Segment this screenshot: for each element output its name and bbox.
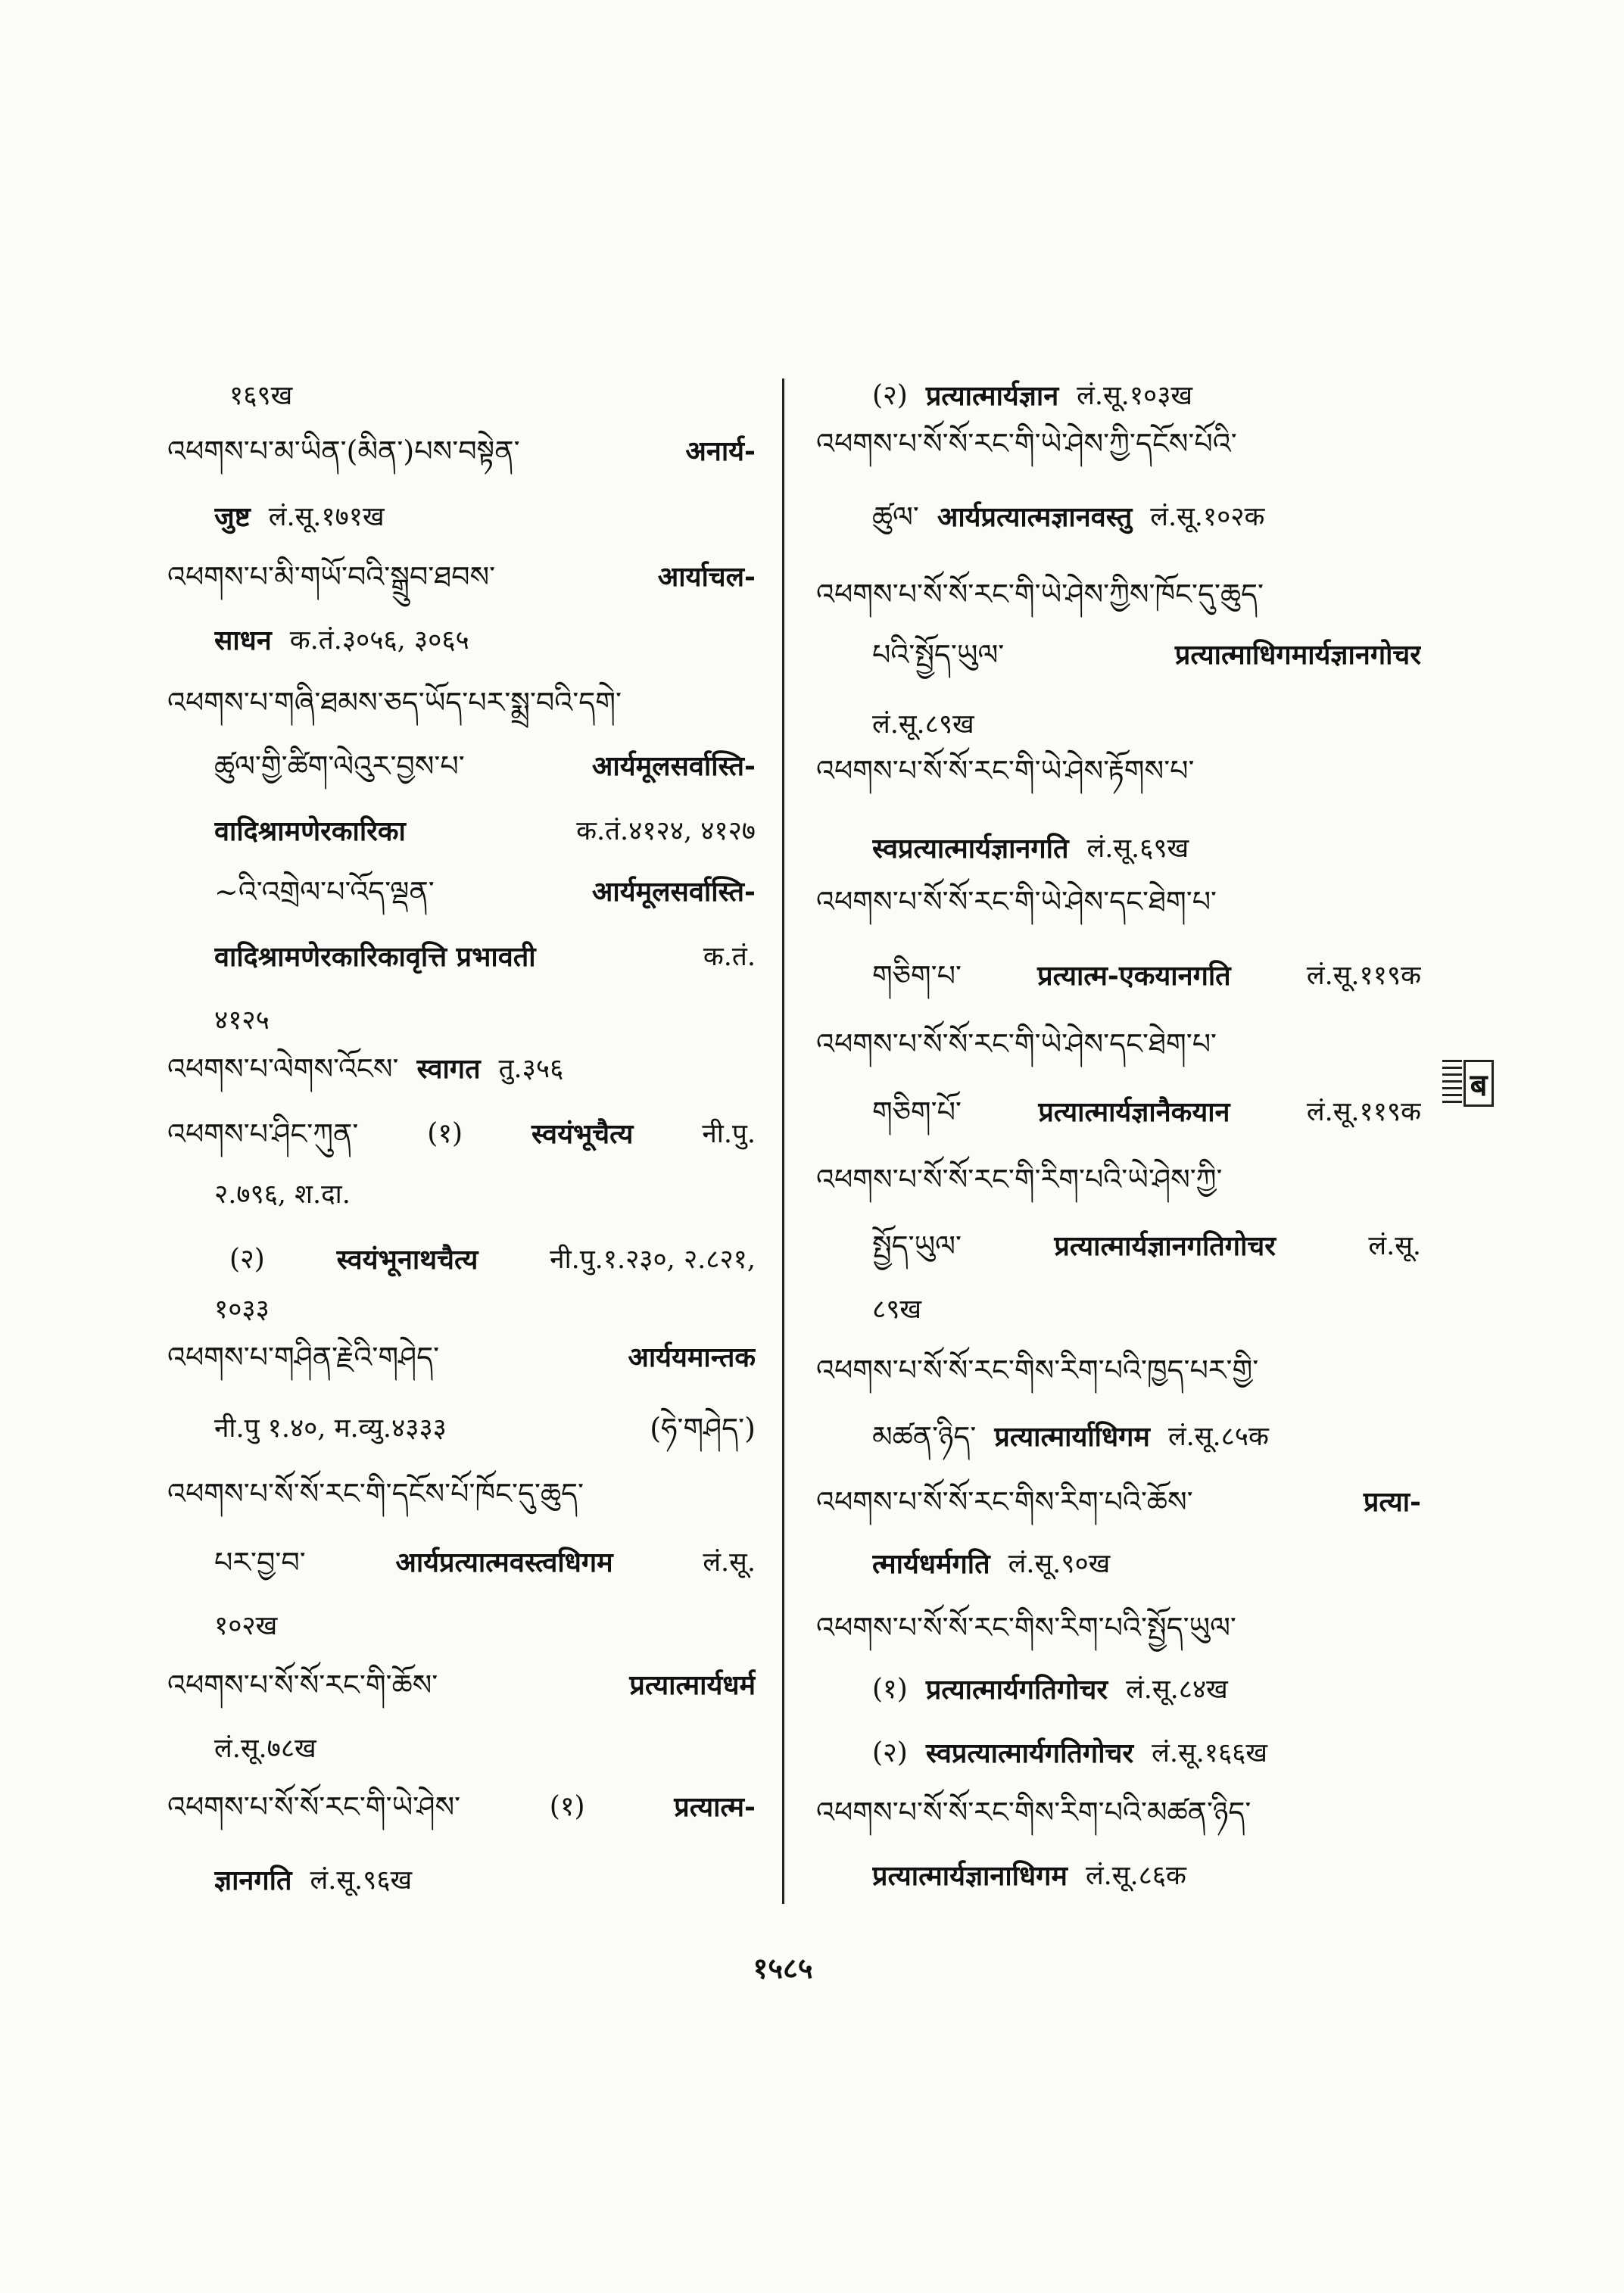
sanskrit-term: साधन [214,625,272,656]
sanskrit-term: आर्याचल- [657,561,756,593]
entry-line [214,736,756,796]
entry-line [872,946,1421,1006]
entry-line [816,1340,1421,1400]
entry-line [872,625,1421,685]
sanskrit-term: आर्यप्रत्यात्मज्ञानवस्तु [937,501,1133,533]
entry-line [872,1279,1421,1340]
tibetan-headword: འཕགས་པ་མི་གཡོ་བའི་སྒྲུབ་ཐབས་ [167,560,496,594]
entry-line [167,672,756,733]
sanskrit-term: आर्ययमान्तक [628,1341,756,1373]
thumb-index-lines [1442,1060,1462,1107]
sense-number: (१) [872,1674,908,1705]
entry-line [872,1216,1421,1276]
entry-line [214,1532,756,1593]
page-number: १५८५ [753,1951,813,1985]
reference: १०३३ [214,1294,270,1325]
tibetan-headword: འཕགས་པ་སོ་སོ་རང་གི་ཆོས་ [167,1668,438,1702]
reference: लं.सू.६९ख [1086,833,1189,864]
reference: लं.सू.८९ख [872,709,974,740]
entry-line [872,1846,1421,1906]
tibetan-headword: འཕགས་པ་མ་ཡིན་(མིན་)པས་བསྟེན་ [167,435,520,468]
reference: नी.पु १.४०, म.व्यु.४३३३ [214,1413,447,1444]
sanskrit-term: प्रत्यात्मार्यगतिगोचर [925,1674,1108,1706]
sense-number: (१) [427,1118,463,1149]
tibetan-headword: འཕགས་པ་སོ་སོ་རང་གིས་རིག་པའི་ཁྱད་པར་གྱི་ [816,1354,1259,1387]
tibetan-headword: ཚུལ་གྱི་ཚིག་ལེའུར་བྱས་པ་ [214,749,465,783]
reference: लं.सू.१०२क [1150,502,1265,532]
entry-line [872,1534,1421,1594]
reference: २.७९६, श.दा. [214,1179,351,1210]
reference: लं.सू.७८ख [214,1734,316,1764]
sanskrit-term: आर्यमूलसर्वास्ति- [591,876,756,908]
tibetan-headword: འཕགས་པ་སོ་སོ་རང་གི་ཡེ་ཤེས་རྟོགས་པ་ [816,754,1195,787]
sanskrit-term: वादिश्रामणेरकारिकावृत्ति प्रभावती [214,941,536,973]
sanskrit-term: प्रत्यात्मार्यज्ञान [925,380,1059,412]
tibetan-headword: འཕགས་པ་སོ་སོ་རང་གིས་རིག་པའི་སྤྱོད་ཡུལ་ [816,1611,1236,1644]
entry-line [167,1104,756,1164]
sanskrit-term: प्रत्यात्मार्याधिगम [994,1421,1150,1453]
column-divider [782,379,784,1904]
entry-line [229,366,756,426]
reference: लं.सू.१०३ख [1077,381,1193,411]
tibetan-headword: འཕགས་པ་སོ་སོ་རང་གི་རིག་པའི་ཡེ་ཤེས་ཀྱི་ [816,1163,1223,1196]
reference: लं.सू.९०ख [1008,1549,1111,1579]
entry-line [816,1782,1421,1843]
entry-line [816,564,1421,625]
entry-line [214,1850,756,1911]
reference: लं.सू.१६६ख [1152,1738,1267,1768]
entry-line [872,1659,1421,1720]
sanskrit-term: प्रत्यात्मार्यज्ञानैकयान [1038,1096,1230,1128]
tibetan-headword: གཅིག་པོ་ [872,1095,962,1129]
reference: १६९ख [229,381,293,411]
tibetan-headword: འཕགས་པ་སོ་སོ་རང་གི་ཡེ་ཤེས་ཀྱི་དངོས་པོའི་ [816,427,1237,460]
tibetan-headword: འཕགས་པ་སོ་སོ་རང་གིས་རིག་པའི་མཚན་ཉིད་ [816,1796,1252,1829]
reference: लं.सू.९६ख [310,1865,413,1896]
sanskrit-term: स्वयंभूचैत्य [531,1118,634,1150]
entry-line [214,1164,756,1225]
reference: तु.३५६ [498,1054,564,1084]
tibetan-headword: འཕགས་པ་སོ་སོ་རང་གི་ཡེ་ཤེས་དང་ཐེག་པ་ [816,1027,1217,1061]
sanskrit-term: प्रत्यात्मार्यधर्म [629,1669,756,1701]
entry-line [214,1398,756,1459]
entry-line [214,927,756,987]
reference: लं.सू. [703,1547,756,1578]
reference: क.तं. [703,942,756,972]
entry-line [167,1777,756,1837]
sanskrit-term: प्रत्यात्म-एकयानगति [1037,960,1231,992]
tibetan-headword: པའི་སྤྱོད་ཡུལ་ [872,638,1005,671]
sanskrit-term: स्वप्रत्यात्मार्यज्ञानगति [872,833,1069,865]
reference: ८९ख [872,1294,922,1325]
reference: लं.सू.११९क [1306,961,1421,991]
sanskrit-term: प्रत्यात्माधिगमार्यज्ञानगोचर [1174,639,1421,671]
sanskrit-term: ज्ञानगति [214,1865,292,1896]
entry-line [872,818,1421,879]
tibetan-headword: མཚན་ཉིད་ [872,1420,977,1453]
sanskrit-term: स्वयंभूनाथचैत्य [336,1244,478,1276]
entry-line [214,1718,756,1779]
reference: क.तं.४१२४, ४१२७ [576,816,756,846]
sanskrit-term: वादिश्रामणेरकारिका [214,815,406,847]
tibetan-headword: གཅིག་པ་ [872,959,962,992]
entry-line [816,740,1421,801]
sense-number: (२) [229,1244,265,1275]
entry-line [816,1472,1421,1532]
entry-line [214,487,756,547]
tibetan-headword: པར་བྱ་བ་ [214,1546,306,1579]
sanskrit-term: स्वप्रत्यात्मार्यगतिगोचर [925,1737,1134,1769]
tibetan-headword: འཕགས་པ་སོ་སོ་རང་གི་ཡེ་ཤེས་ [167,1790,461,1824]
reference: क.तं.३०५६, ३०६५ [289,625,469,656]
reference: लं.सू.८६क [1085,1861,1186,1891]
sense-number: (१) [549,1791,585,1822]
tibetan-headword: འཕགས་པ་ལེགས་འོངས་ [167,1052,399,1086]
entry-line [167,1463,756,1524]
tibetan-headword: འཕགས་པ་ཤིང་ཀུན་ [167,1117,359,1151]
entry-line [816,413,1421,474]
entry-line [167,1327,756,1388]
tibetan-subentry: ~འི་འགྲེལ་པ་འོད་ལྡན་ [214,875,435,908]
entry-line [214,610,756,671]
thumb-index-letter: ब [1463,1060,1494,1107]
entry-line [816,871,1421,932]
entry-line [872,1082,1421,1142]
entry-line [167,547,756,607]
sanskrit-term: जुष्ट [214,501,251,533]
sense-number: (२) [872,380,908,411]
tibetan-headword: འཕགས་པ་སོ་སོ་རང་གིས་རིག་པའི་ཆོས་ [816,1485,1193,1519]
tibetan-headword: ཚུལ་ [872,500,919,534]
tibetan-headword: འཕགས་པ་སོ་སོ་རང་གི་ཡེ་ཤེས་དང་ཐེག་པ་ [816,885,1217,918]
sanskrit-term: आर्यप्रत्यात्मवस्त्वधिगम [395,1547,613,1578]
reference: लं.सू. [1368,1231,1421,1261]
entry-line [816,1149,1421,1210]
entry-line [167,421,756,481]
thumb-index-tab [1442,1058,1495,1108]
reference: लं.सू.८४ख [1126,1675,1228,1705]
reference: लं.सू.१७१ख [268,502,385,532]
entry-line [214,861,756,922]
sanskrit-term: प्रत्यात्मार्यज्ञानगतिगोचर [1054,1230,1276,1262]
sanskrit-term: प्रत्या- [1363,1486,1421,1518]
entry-line [872,1407,1421,1467]
entry-line [872,1723,1421,1784]
reference: ४१२५ [214,1005,270,1036]
reference: लं.सू.८५क [1167,1422,1269,1452]
sanskrit-term: त्मार्यधर्मगति [872,1548,990,1580]
tibetan-headword: འཕགས་པ་གཞི་ཐམས་ཅད་ཡོད་པར་སྨྲ་བའི་དགེ་ [167,686,622,719]
sanskrit-term: आर्यमूलसर्वास्ति- [591,750,756,782]
sense-number: (२) [872,1737,908,1768]
entry-line [816,1014,1421,1074]
reference: लं.सू.११९क [1306,1097,1421,1127]
entry-line [872,487,1421,547]
sanskrit-term: स्वागत [416,1053,481,1085]
entry-line [214,1596,756,1656]
tibetan-headword: འཕགས་པ་གཤིན་རྗེའི་གཤེད་ [167,1341,440,1374]
reference: नी.पु.१.२३०, २.८२१, [550,1245,756,1275]
entry-line [816,1597,1421,1658]
reference: १०२ख [214,1611,278,1641]
sanskrit-term: अनार्य- [685,435,756,467]
tibetan-headword: སྤྱོད་ཡུལ་ [872,1229,962,1263]
entry-line [167,1039,756,1099]
tibetan-headword: འཕགས་པ་སོ་སོ་རང་གི་ཡེ་ཤེས་ཀྱིས་ཁོང་དུ་ཆུད་ [816,578,1264,611]
sanskrit-term: प्रत्यात्मार्यज्ञानाधिगम [872,1860,1068,1892]
reference: नी.पु. [702,1119,756,1149]
sanskrit-term: प्रत्यात्म- [674,1791,756,1823]
entry-line [167,1655,756,1715]
tibetan-variant: (ཧེ་གཤེད་) [650,1412,756,1445]
tibetan-headword: འཕགས་པ་སོ་སོ་རང་གི་དངོས་པོ་ཁོང་དུ་ཆུད་ [167,1477,584,1510]
entry-line [214,801,756,861]
